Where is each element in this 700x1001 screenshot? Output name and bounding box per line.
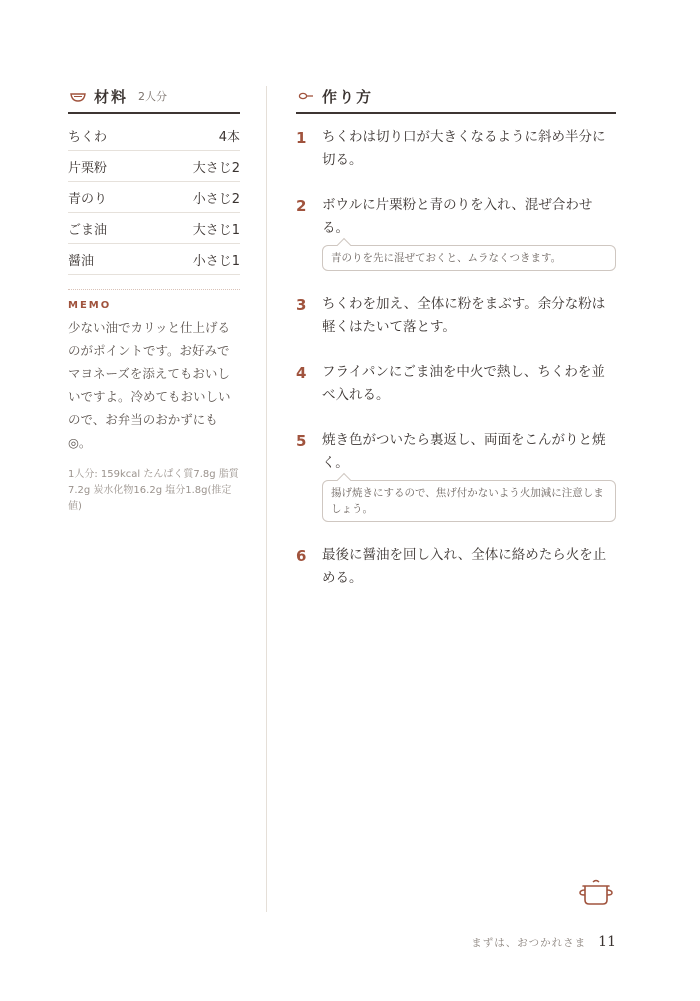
memo-divider <box>68 289 240 290</box>
step-text: ちくわを加え、全体に粉をまぶす。余分な粉は軽くはたいて落とす。 <box>322 296 606 335</box>
step-number: 6 <box>296 547 307 565</box>
footer-text: まずは、おつかれさま <box>471 937 587 949</box>
ingredients-header <box>68 80 240 114</box>
ingredient-qty: 大さじ2 <box>192 160 240 176</box>
step-list <box>296 126 616 590</box>
ingredients-column <box>68 80 240 515</box>
directions-column <box>296 80 616 612</box>
ingredient-name: 青のり <box>68 191 108 207</box>
step-item <box>296 126 616 172</box>
step-text: ボウルに片栗粉と青のりを入れ、混ぜ合わせる。 <box>322 197 593 236</box>
step-item <box>296 544 616 590</box>
step-number: 2 <box>296 197 307 215</box>
step-number: 1 <box>296 129 307 147</box>
step-text: フライパンにごま油を中火で熱し、ちくわを並べ入れる。 <box>322 364 605 403</box>
page-footer <box>471 934 616 950</box>
spoon-icon <box>298 89 316 103</box>
ingredient-row <box>68 151 240 182</box>
memo-label: MEMO <box>68 300 112 311</box>
ingredient-qty: 大さじ1 <box>192 222 240 238</box>
step-tip: 青のりを先に混ぜておくと、ムラなくつきます。 <box>322 245 616 271</box>
bowl-icon <box>70 89 88 103</box>
step-tip: 揚げ焼きにするので、焦げ付かないよう火加減に注意しましょう。 <box>322 480 616 522</box>
ingredient-qty: 小さじ2 <box>192 191 240 207</box>
directions-title: 作り方 <box>322 87 374 106</box>
ingredient-row <box>68 213 240 244</box>
step-number: 5 <box>296 432 307 450</box>
servings: 2人分 <box>138 90 168 103</box>
step-item <box>296 361 616 407</box>
step-item <box>296 429 616 522</box>
step-number: 4 <box>296 364 307 382</box>
step-text: 焼き色がついたら裏返し、両面をこんがりと焼く。 <box>322 432 606 471</box>
step-text: 最後に醤油を回し入れ、全体に絡めたら火を止める。 <box>322 547 607 586</box>
ingredient-row <box>68 244 240 275</box>
ingredient-name: 醤油 <box>68 253 95 269</box>
step-item <box>296 194 616 271</box>
ingredient-row <box>68 182 240 213</box>
page-number: 11 <box>598 934 616 950</box>
step-text: ちくわは切り口が大きくなるように斜め半分に切る。 <box>322 129 606 168</box>
ingredient-qty: 4本 <box>218 129 240 145</box>
ingredient-qty: 小さじ1 <box>192 253 240 269</box>
nutrition-info: 1人分: 159kcal たんぱく質7.8g 脂質7.2g 炭水化物16.2g 塩分1.8g(推定値) <box>68 469 239 512</box>
ingredients-title: 材料 <box>94 87 129 106</box>
ingredient-name: ちくわ <box>68 129 108 145</box>
column-divider <box>266 86 267 912</box>
ingredient-list <box>68 120 240 275</box>
memo-text: 少ない油でカリッと仕上げるのがポイントです。お好みでマヨネーズを添えてもおいしいですよ。冷めてもおいしいので、お弁当のおかずにも◎。 <box>68 320 231 450</box>
ingredient-row <box>68 120 240 151</box>
step-item <box>296 293 616 339</box>
ingredient-name: ごま油 <box>68 222 108 238</box>
directions-header <box>296 80 616 114</box>
pot-icon <box>578 878 614 912</box>
ingredient-name: 片栗粉 <box>68 160 108 176</box>
step-number: 3 <box>296 296 307 314</box>
